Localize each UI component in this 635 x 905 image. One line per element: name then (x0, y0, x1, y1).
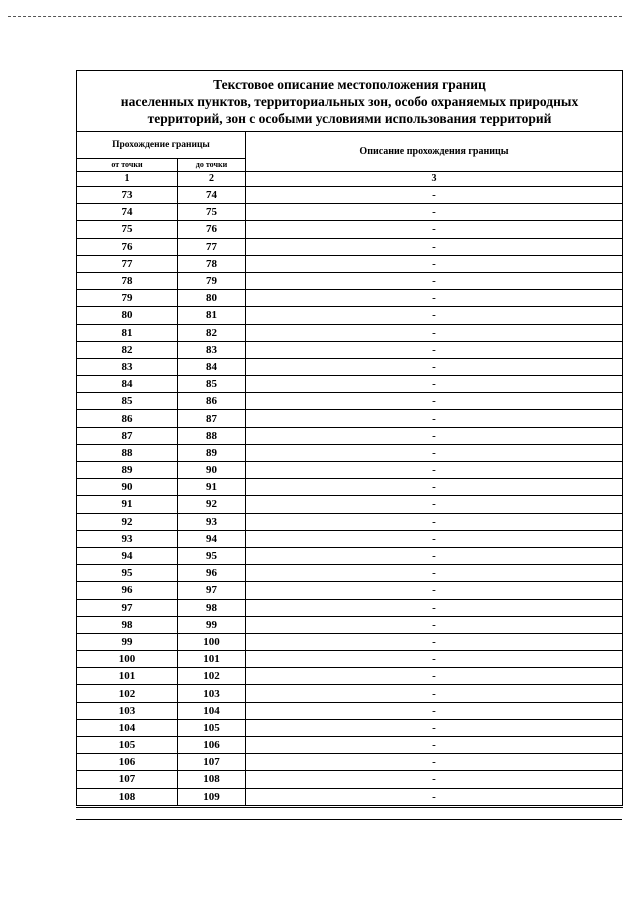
description-cell: - (246, 479, 623, 496)
column-number: 3 (246, 172, 623, 187)
title-row (77, 71, 623, 132)
table-row (77, 616, 623, 633)
description-cell: - (246, 702, 623, 719)
table-row (77, 582, 623, 599)
from-point-cell: 107 (77, 771, 178, 788)
table-row (77, 272, 623, 289)
to-point-cell: 84 (178, 358, 246, 375)
from-point-cell: 98 (77, 616, 178, 633)
description-cell: - (246, 324, 623, 341)
description-cell: - (246, 410, 623, 427)
description-cell: - (246, 496, 623, 513)
table-row (77, 754, 623, 771)
from-point-cell: 89 (77, 462, 178, 479)
to-point-cell: 78 (178, 255, 246, 272)
to-point-cell: 74 (178, 187, 246, 204)
from-point-cell: 77 (77, 255, 178, 272)
table-row (77, 599, 623, 616)
description-cell: - (246, 668, 623, 685)
from-point-cell: 78 (77, 272, 178, 289)
to-point-cell: 94 (178, 530, 246, 547)
to-point-cell: 109 (178, 788, 246, 806)
from-point-cell: 84 (77, 376, 178, 393)
table-row (77, 737, 623, 754)
table-row (77, 324, 623, 341)
description-cell: - (246, 547, 623, 564)
table-row (77, 685, 623, 702)
to-point-cell: 82 (178, 324, 246, 341)
description-cell: - (246, 737, 623, 754)
from-point-cell: 81 (77, 324, 178, 341)
title-line: Текстовое описание местоположения границ (213, 76, 486, 92)
description-cell: - (246, 616, 623, 633)
from-point-cell: 103 (77, 702, 178, 719)
from-point-cell: 74 (77, 204, 178, 221)
to-point-cell: 95 (178, 547, 246, 564)
description-cell: - (246, 754, 623, 771)
from-point-cell: 94 (77, 547, 178, 564)
to-point-cell: 87 (178, 410, 246, 427)
header-row (77, 132, 623, 159)
description-cell: - (246, 444, 623, 461)
column-number-row (77, 172, 623, 187)
table-body (77, 71, 623, 807)
description-cell: - (246, 513, 623, 530)
to-point-cell: 101 (178, 651, 246, 668)
from-point-cell: 108 (77, 788, 178, 806)
table-row (77, 187, 623, 204)
description-cell: - (246, 341, 623, 358)
to-point-cell: 100 (178, 633, 246, 650)
column-number: 2 (178, 172, 246, 187)
to-point-cell: 75 (178, 204, 246, 221)
table-row (77, 479, 623, 496)
to-point-cell: 88 (178, 427, 246, 444)
from-point-cell: 105 (77, 737, 178, 754)
from-point-cell: 88 (77, 444, 178, 461)
description-cell: - (246, 651, 623, 668)
from-point-cell: 80 (77, 307, 178, 324)
from-point-cell: 102 (77, 685, 178, 702)
description-cell: - (246, 788, 623, 806)
from-point-cell: 79 (77, 290, 178, 307)
to-point-cell: 107 (178, 754, 246, 771)
to-point-cell: 99 (178, 616, 246, 633)
table-row (77, 496, 623, 513)
table-row (77, 788, 623, 806)
table-row (77, 565, 623, 582)
description-cell: - (246, 187, 623, 204)
to-point-cell: 98 (178, 599, 246, 616)
from-point-header: от точки (77, 159, 178, 172)
to-point-cell: 97 (178, 582, 246, 599)
table-row (77, 771, 623, 788)
description-cell: - (246, 221, 623, 238)
to-point-cell: 104 (178, 702, 246, 719)
document-title (77, 71, 623, 132)
description-cell: - (246, 238, 623, 255)
description-cell: - (246, 272, 623, 289)
table-row (77, 290, 623, 307)
from-point-cell: 92 (77, 513, 178, 530)
to-point-cell: 91 (178, 479, 246, 496)
to-point-header: до точки (178, 159, 246, 172)
to-point-cell: 77 (178, 238, 246, 255)
from-point-cell: 106 (77, 754, 178, 771)
to-point-cell: 81 (178, 307, 246, 324)
from-point-cell: 90 (77, 479, 178, 496)
description-cell: - (246, 633, 623, 650)
table-row (77, 547, 623, 564)
description-cell: - (246, 358, 623, 375)
to-point-cell: 105 (178, 719, 246, 736)
table-row (77, 341, 623, 358)
boundary-description-table (76, 70, 623, 808)
table-row (77, 462, 623, 479)
from-point-cell: 82 (77, 341, 178, 358)
description-cell: - (246, 582, 623, 599)
to-point-cell: 93 (178, 513, 246, 530)
page-top-rule (8, 16, 622, 17)
table-row (77, 668, 623, 685)
table-row (77, 530, 623, 547)
from-point-cell: 86 (77, 410, 178, 427)
from-point-cell: 104 (77, 719, 178, 736)
to-point-cell: 96 (178, 565, 246, 582)
table-row (77, 633, 623, 650)
description-cell: - (246, 530, 623, 547)
column-number: 1 (77, 172, 178, 187)
description-cell: - (246, 204, 623, 221)
to-point-cell: 76 (178, 221, 246, 238)
table-row (77, 513, 623, 530)
to-point-cell: 80 (178, 290, 246, 307)
description-cell: - (246, 290, 623, 307)
from-point-cell: 101 (77, 668, 178, 685)
from-point-cell: 73 (77, 187, 178, 204)
description-cell: - (246, 565, 623, 582)
description-cell: - (246, 462, 623, 479)
description-cell: - (246, 599, 623, 616)
table-row (77, 702, 623, 719)
table-row (77, 255, 623, 272)
description-cell: - (246, 307, 623, 324)
from-point-cell: 91 (77, 496, 178, 513)
from-point-cell: 97 (77, 599, 178, 616)
from-point-cell: 87 (77, 427, 178, 444)
from-point-cell: 75 (77, 221, 178, 238)
table-row (77, 427, 623, 444)
table-row (77, 376, 623, 393)
to-point-cell: 90 (178, 462, 246, 479)
table-row (77, 221, 623, 238)
table-row (77, 358, 623, 375)
description-header: Описание прохождения границы (246, 132, 623, 172)
to-point-cell: 92 (178, 496, 246, 513)
table-row (77, 651, 623, 668)
description-cell: - (246, 376, 623, 393)
from-point-cell: 100 (77, 651, 178, 668)
passage-header: Прохождение границы (77, 132, 246, 159)
description-cell: - (246, 719, 623, 736)
title-line: территорий, зон с особыми условиями использования территорий (147, 110, 552, 126)
to-point-cell: 89 (178, 444, 246, 461)
to-point-cell: 103 (178, 685, 246, 702)
to-point-cell: 108 (178, 771, 246, 788)
table-row (77, 444, 623, 461)
table-row (77, 393, 623, 410)
from-point-cell: 85 (77, 393, 178, 410)
to-point-cell: 102 (178, 668, 246, 685)
description-cell: - (246, 255, 623, 272)
table-row (77, 410, 623, 427)
table-row (77, 719, 623, 736)
page-bottom-rule (76, 819, 622, 820)
description-cell: - (246, 685, 623, 702)
to-point-cell: 86 (178, 393, 246, 410)
description-cell: - (246, 771, 623, 788)
from-point-cell: 93 (77, 530, 178, 547)
table-row (77, 307, 623, 324)
description-cell: - (246, 427, 623, 444)
from-point-cell: 83 (77, 358, 178, 375)
from-point-cell: 99 (77, 633, 178, 650)
from-point-cell: 96 (77, 582, 178, 599)
to-point-cell: 85 (178, 376, 246, 393)
description-cell: - (246, 393, 623, 410)
table-row (77, 204, 623, 221)
from-point-cell: 95 (77, 565, 178, 582)
title-line: населенных пунктов, территориальных зон, особо охраняемых природных (120, 93, 579, 109)
to-point-cell: 106 (178, 737, 246, 754)
from-point-cell: 76 (77, 238, 178, 255)
to-point-cell: 83 (178, 341, 246, 358)
to-point-cell: 79 (178, 272, 246, 289)
table-row (77, 238, 623, 255)
